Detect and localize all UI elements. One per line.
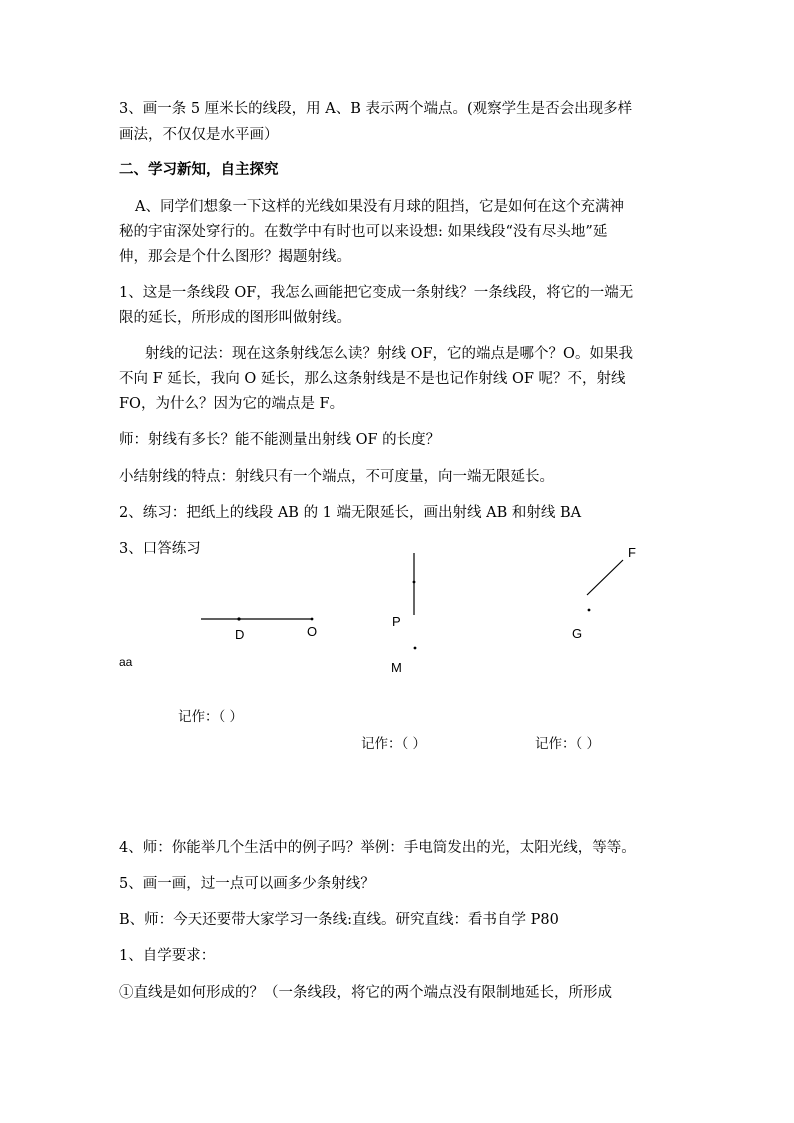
paragraph-draw-segment-cont: 画法，不仅仅是水平画） bbox=[119, 127, 279, 143]
paragraph-intro-cont2: 伸，那会是个什么图形？揭题射线。 bbox=[119, 249, 351, 265]
label-p: P bbox=[392, 614, 401, 629]
paragraph-life-examples: 4、师：你能举几个生活中的例子吗？举例：手电筒发出的光，太阳光线，等等。 bbox=[119, 840, 636, 856]
paragraph-question-1: ①直线是如何形成的？（一条线段，将它的两个端点没有限制地延长，所形成 bbox=[119, 985, 612, 1001]
paragraph-draw-rays: 5、画一画，过一点可以画多少条射线？ bbox=[119, 876, 375, 892]
paragraph-draw-segment: 3、画一条 5 厘米长的线段，用 A、B 表示两个端点。(观察学生是否会出现多样 bbox=[119, 101, 633, 117]
paragraph-segment-of-cont: 限的延长，所形成的图形叫做射线。 bbox=[119, 310, 351, 326]
record-blank-2: 记作：（ ） bbox=[361, 736, 427, 752]
record-blank-1: 记作：（ ） bbox=[178, 709, 244, 725]
paragraph-intro-cont1: 秘的宇宙深处穿行的。在数学中有时也可以来设想: 如果线段“没有尽头地”延 bbox=[119, 224, 608, 240]
paragraph-straight-line: B、师：今天还要带大家学习一条线:直线。研究直线：看书自学 P80 bbox=[119, 912, 559, 928]
point-o bbox=[311, 618, 314, 621]
segment-gf bbox=[587, 560, 623, 595]
record-blank-3: 记作：（ ） bbox=[535, 736, 601, 752]
label-f: F bbox=[628, 545, 636, 560]
label-m: M bbox=[391, 660, 402, 675]
paragraph-ray-notation: 射线的记法：现在这条射线怎么读？射线 OF，它的端点是哪个？O。如果我 bbox=[145, 346, 633, 362]
point-d bbox=[237, 617, 240, 620]
paragraph-exercise: 2、练习：把纸上的线段 AB 的 1 端无限延长，画出射线 AB 和射线 BA bbox=[119, 505, 582, 521]
point-m bbox=[414, 647, 417, 650]
paragraph-ray-summary: 小结射线的特点：射线只有一个端点，不可度量，向一端无限延长。 bbox=[119, 469, 554, 485]
label-o: O bbox=[307, 624, 318, 639]
label-g: G bbox=[572, 626, 583, 641]
paragraph-oral-practice: 3、口答练习 bbox=[119, 541, 201, 557]
paragraph-ray-notation-cont2: FO，为什么？因为它的端点是 F。 bbox=[119, 396, 345, 412]
label-d: D bbox=[235, 627, 245, 642]
paragraph-intro: A、同学们想象一下这样的光线如果没有月球的阻挡，它是如何在这个充满神 bbox=[135, 199, 624, 215]
point-g bbox=[588, 609, 591, 612]
section-heading: 二、学习新知，自主探究 bbox=[119, 161, 279, 178]
paragraph-self-study: 1、自学要求： bbox=[119, 948, 216, 964]
stray-text: aa bbox=[119, 655, 133, 669]
paragraph-ray-length: 师：射线有多长？能不能测量出射线 OF 的长度？ bbox=[119, 432, 441, 448]
paragraph-ray-notation-cont1: 不向 F 延长，我向 O 延长，那么这条射线是不是也记作射线 OF 呢？不，射线 bbox=[119, 371, 626, 387]
paragraph-segment-of: 1、这是一条线段 OF，我怎么画能把它变成一条射线？一条线段，将它的一端无 bbox=[119, 285, 634, 301]
point-p-mark bbox=[413, 581, 416, 584]
